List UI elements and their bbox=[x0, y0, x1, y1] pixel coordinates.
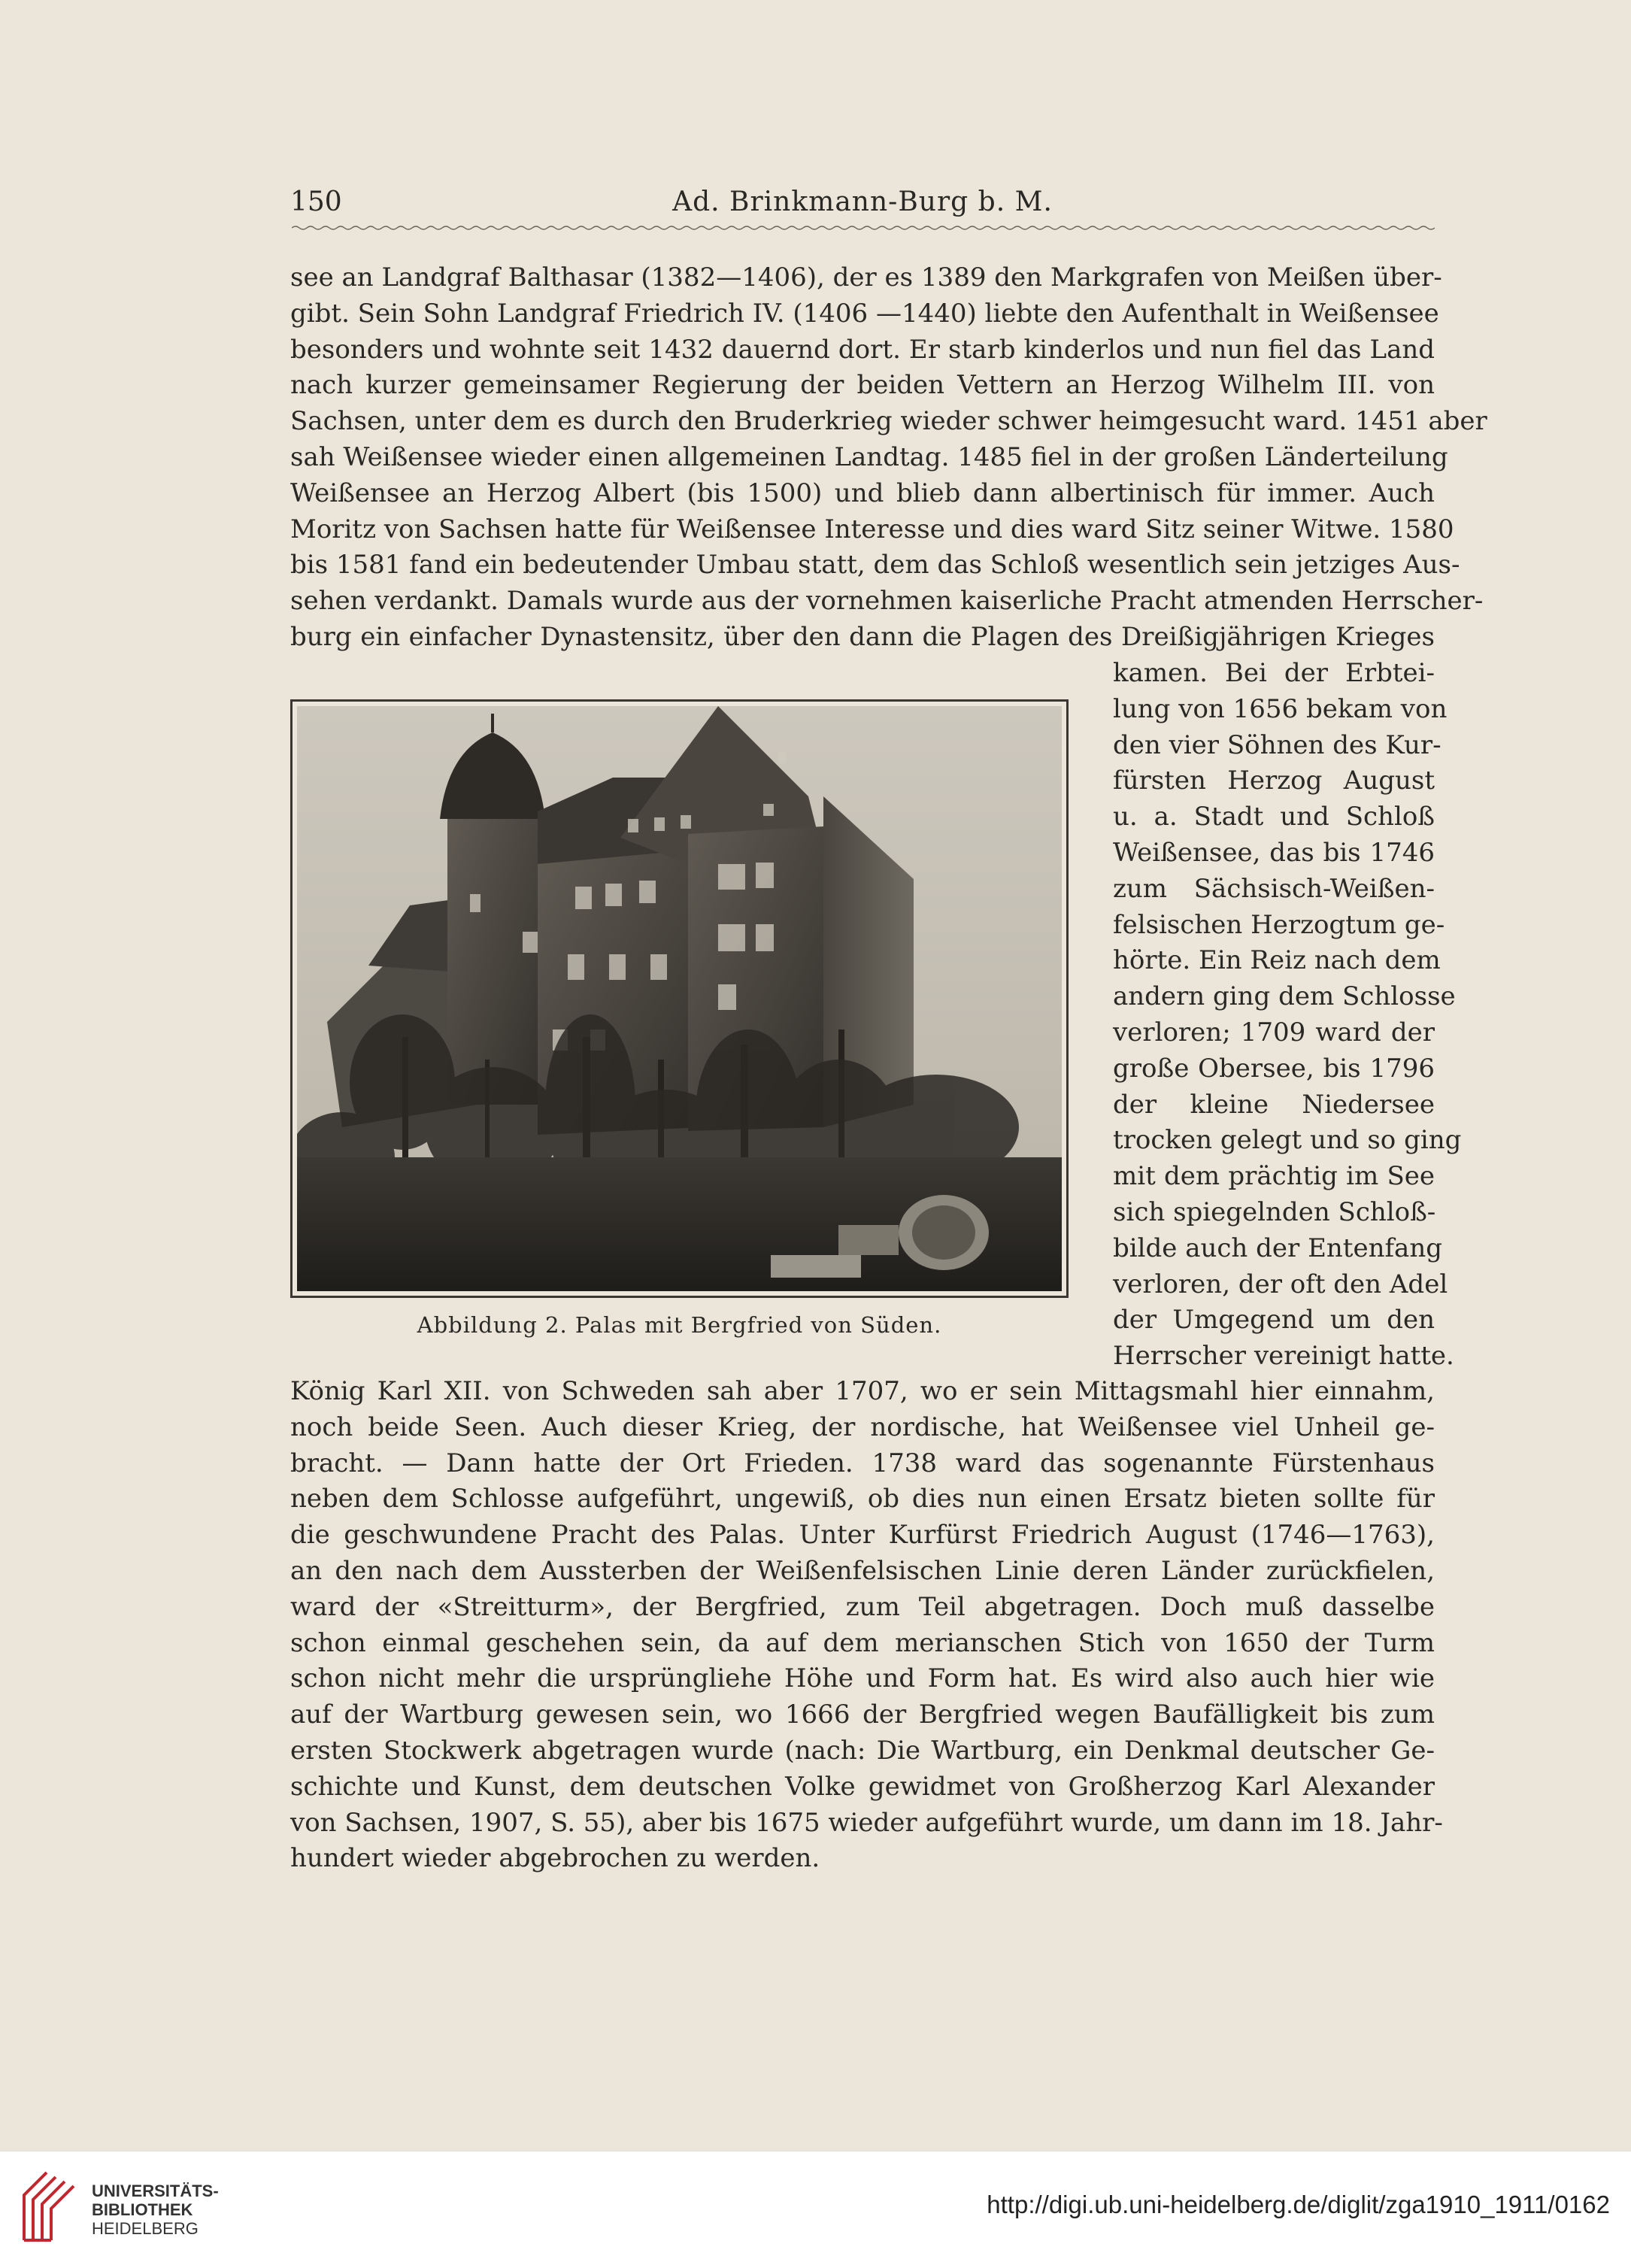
text-line: neben dem Schlosse aufgeführt, ungewiß, ob dies nun einen Ersatz bieten sollte für bbox=[290, 1484, 1435, 1515]
text-line: bis 1581 fand ein bedeutender Umbau statt, dem das Schloß wesentlich sein jetziges Aus- bbox=[290, 550, 1460, 581]
source-url-link[interactable]: http://digi.ub.uni-heidelberg.de/diglit/zga1910_1911/0162 bbox=[987, 2191, 1610, 2218]
text-line: an den nach dem Aussterben der Weißenfelsischen Linie deren Länder zurückfielen, bbox=[290, 1555, 1435, 1586]
text-line: zum Sächsisch-Weißen- bbox=[1113, 873, 1435, 904]
library-name-line: UNIVERSITÄTS- bbox=[92, 2182, 219, 2200]
text-line: verloren; 1709 ward der bbox=[1113, 1017, 1435, 1048]
text-line: hörte. Ein Reiz nach dem bbox=[1113, 945, 1441, 976]
library-name-line: HEIDELBERG bbox=[92, 2219, 199, 2238]
castle-photograph bbox=[297, 706, 1062, 1291]
text-line: schon einmal geschehen sein, da auf dem merianschen Stich von 1650 der Turm bbox=[290, 1627, 1435, 1658]
text-line: nach kurzer gemeinsamer Regierung der beiden Vettern an Herzog Wilhelm III. von bbox=[290, 370, 1435, 401]
text-line: u. a. Stadt und Schloß bbox=[1113, 802, 1435, 832]
text-line: trocken gelegt und so ging bbox=[1113, 1125, 1462, 1156]
text-line: sah Weißensee wieder einen allgemeinen Landtag. 1485 fiel in der großen Länderteilung bbox=[290, 441, 1448, 472]
text-line: gibt. Sein Sohn Landgraf Friedrich IV. (1406 —1440) liebte den Aufenthalt in Weißensee bbox=[290, 298, 1439, 329]
text-line: Moritz von Sachsen hatte für Weißensee Interesse und dies ward Sitz seiner Witwe. 1580 bbox=[290, 514, 1454, 544]
text-line: der Umgegend um den bbox=[1113, 1305, 1435, 1336]
text-line: den vier Söhnen des Kur- bbox=[1113, 729, 1442, 760]
library-name-line: BIBLIOTHEK bbox=[92, 2200, 193, 2219]
text-line: große Obersee, bis 1796 bbox=[1113, 1053, 1435, 1084]
text-line: die geschwundene Pracht des Palas. Unter Kurfürst Friedrich August (1746—1763), bbox=[290, 1520, 1435, 1551]
text-line: kamen. Bei der Erbtei- bbox=[1113, 658, 1435, 688]
text-line: Herrscher vereinigt hatte. bbox=[1113, 1341, 1454, 1372]
text-line: fürsten Herzog August bbox=[1113, 766, 1435, 796]
text-line: schon nicht mehr die ursprüngliehe Höhe und Form hat. Es wird also auch hier wie bbox=[290, 1663, 1435, 1694]
text-line: sich spiegelnden Schloß- bbox=[1113, 1196, 1436, 1227]
page-header bbox=[290, 186, 1435, 224]
figure-caption: Abbildung 2. Palas mit Bergfried von Süden. bbox=[417, 1312, 942, 1338]
text-line: König Karl XII. von Schweden sah aber 1707, wo er sein Mittagsmahl hier einnahm, bbox=[290, 1376, 1435, 1406]
text-line: ward der «Streitturm», der Bergfried, zum Teil abgetragen. Doch muß dasselbe bbox=[290, 1591, 1435, 1622]
text-line: bilde auch der Entenfang bbox=[1113, 1233, 1442, 1263]
text-line: auf der Wartburg gewesen sein, wo 1666 der Bergfried wegen Baufälligkeit bis zum bbox=[290, 1699, 1435, 1730]
paragraph-1 bbox=[290, 260, 1487, 656]
running-title: Ad. Brinkmann-Burg b. M. bbox=[672, 186, 1053, 217]
text-line: besonders und wohnte seit 1432 dauernd dort. Er starb kinderlos und nun fiel das Land bbox=[290, 334, 1435, 365]
text-line: see an Landgraf Balthasar (1382—1406), der es 1389 den Markgrafen von Meißen über- bbox=[290, 262, 1442, 293]
digitization-footer bbox=[0, 2151, 1631, 2268]
text-line: Weißensee, das bis 1746 bbox=[1113, 837, 1435, 868]
text-line: schichte und Kunst, dem deutschen Volke gewidmet von Großherzog Karl Alexander bbox=[290, 1771, 1435, 1802]
text-line: Sachsen, unter dem es durch den Bruderkrieg wieder schwer heimgesucht ward. 1451 aber bbox=[290, 406, 1487, 437]
text-line: mit dem prächtig im See bbox=[1113, 1161, 1435, 1192]
text-line: hundert wieder abgebrochen zu werden. bbox=[290, 1843, 820, 1874]
paragraph-2-beside-figure bbox=[1113, 656, 1462, 1375]
header-wavy-rule bbox=[292, 224, 1435, 232]
text-line: von Sachsen, 1907, S. 55), aber bis 1675 wieder aufgeführt wurde, um dann im 18. Jahr- bbox=[290, 1807, 1443, 1838]
text-line: Weißensee an Herzog Albert (bis 1500) und blieb dann albertinisch für immer. Auch bbox=[290, 478, 1435, 508]
text-line: der kleine Niedersee bbox=[1113, 1089, 1435, 1120]
text-line: andern ging dem Schlosse bbox=[1113, 981, 1456, 1012]
text-line: burg ein einfacher Dynastensitz, über den dann die Plagen des Dreißigjährigen Krieges bbox=[290, 621, 1435, 652]
library-name bbox=[92, 2182, 219, 2238]
library-logo-icon bbox=[17, 2165, 92, 2248]
text-line: lung von 1656 bekam von bbox=[1113, 693, 1448, 724]
page-number: 150 bbox=[290, 186, 342, 217]
text-line: felsischen Herzogtum ge- bbox=[1113, 909, 1445, 940]
figure-photo-frame bbox=[290, 699, 1069, 1298]
paragraph-3 bbox=[290, 1374, 1443, 1877]
text-line: bracht. — Dann hatte der Ort Frieden. 1738 ward das sogenannte Fürstenhaus bbox=[290, 1448, 1435, 1478]
text-line: sehen verdankt. Damals wurde aus der vornehmen kaiserliche Pracht atmenden Herrscher- bbox=[290, 586, 1484, 617]
text-line: noch beide Seen. Auch dieser Krieg, der nordische, hat Weißensee viel Unheil ge- bbox=[290, 1411, 1435, 1442]
text-line: verloren, der oft den Adel bbox=[1113, 1269, 1448, 1299]
text-line: ersten Stockwerk abgetragen wurde (nach: Die Wartburg, ein Denkmal deutscher Ge- bbox=[290, 1735, 1435, 1766]
